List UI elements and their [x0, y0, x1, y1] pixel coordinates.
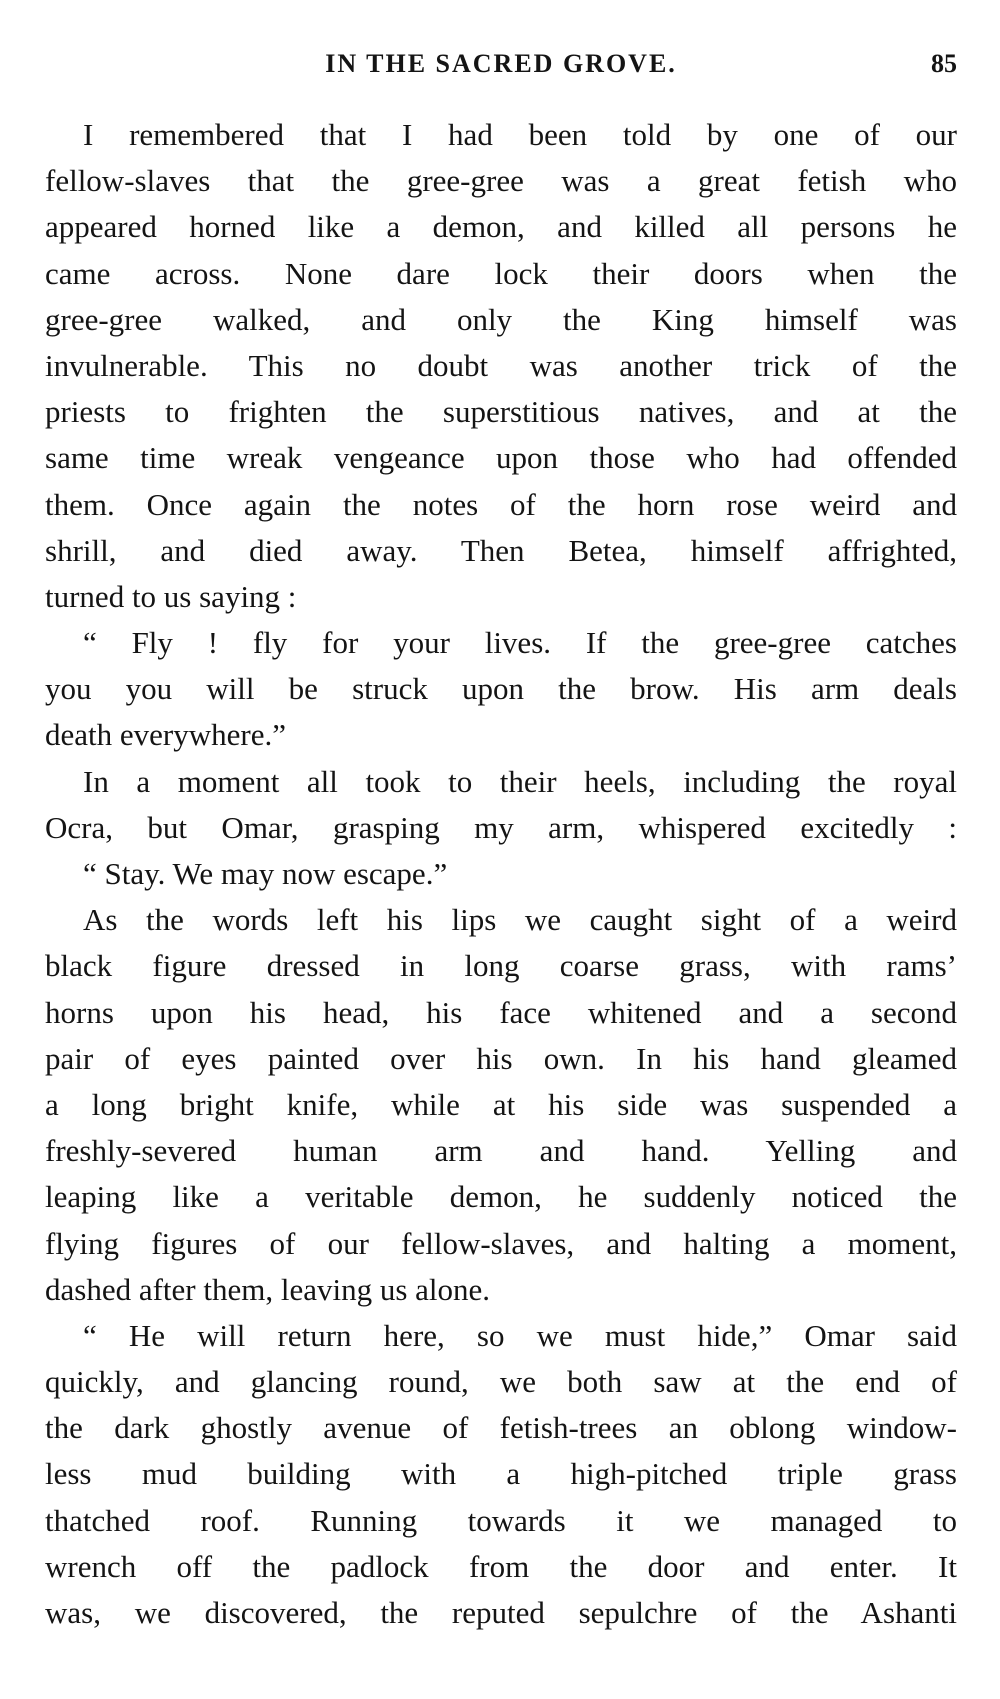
text-line: turned to us saying :: [45, 578, 297, 614]
text-line: gree-gree walked, and only the King himself was: [45, 301, 957, 337]
text-line: invulnerable. This no doubt was another trick of the: [45, 347, 957, 383]
text-line: priests to frighten the superstitious natives, and at the: [45, 394, 957, 430]
text-line: “ Stay. We may now escape.”: [83, 856, 448, 891]
text-line: wrench off the padlock from the door and enter. It: [45, 1548, 957, 1584]
text-line: Ocra, but Omar, grasping my arm, whispered excitedly :: [45, 809, 957, 845]
text-line: As the words left his lips we caught sight of a weird: [83, 902, 957, 938]
text-line: In a moment all took to their heels, including the royal: [83, 763, 957, 799]
text-line: “ Fly ! fly for your lives. If the gree-gree catches: [83, 625, 957, 661]
text-line: shrill, and died away. Then Betea, himself affrighted,: [45, 532, 957, 568]
text-line: thatched roof. Running towards it we managed to: [45, 1502, 957, 1538]
running-head: [45, 44, 957, 84]
text-line: I remembered that I had been told by one of our: [83, 117, 957, 152]
text-line: same time wreak vengeance upon those who had offended: [45, 440, 957, 476]
text-line: horns upon his head, his face whitened and a second: [45, 994, 957, 1030]
page-number: 85: [931, 49, 957, 78]
text-line: them. Once again the notes of the horn rose weird and: [45, 486, 957, 522]
text-line: black figure dressed in long coarse grass, with rams’: [45, 948, 957, 984]
text-line: you you will be struck upon the brow. His arm deals: [45, 671, 957, 707]
text-line: the dark ghostly avenue of fetish-trees an oblong window-: [45, 1410, 957, 1446]
text-line: leaping like a veritable demon, he suddenly noticed the: [45, 1179, 957, 1215]
text-line: appeared horned like a demon, and killed all persons he: [45, 209, 957, 245]
text-line: quickly, and glancing round, we both saw at the end of: [45, 1364, 957, 1400]
text-line: a long bright knife, while at his side was suspended a: [45, 1086, 957, 1122]
text-line: fellow-slaves that the gree-gree was a great fetish who: [45, 163, 957, 199]
text-line: “ He will return here, so we must hide,” Omar said: [83, 1317, 957, 1353]
body-text: [45, 112, 957, 1636]
text-line: less mud building with a high-pitched triple grass: [45, 1456, 957, 1492]
text-line: death everywhere.”: [45, 717, 286, 753]
text-line: flying figures of our fellow-slaves, and halting a moment,: [45, 1225, 957, 1261]
running-title: IN THE SACRED GROVE.: [325, 49, 677, 78]
text-line: was, we discovered, the reputed sepulchre of the Ashanti: [45, 1595, 957, 1630]
text-line: dashed after them, leaving us alone.: [45, 1271, 491, 1307]
text-line: pair of eyes painted over his own. In his hand gleamed: [45, 1040, 957, 1076]
text-line: freshly-severed human arm and hand. Yelling and: [45, 1133, 957, 1169]
text-line: came across. None dare lock their doors when the: [45, 255, 957, 291]
